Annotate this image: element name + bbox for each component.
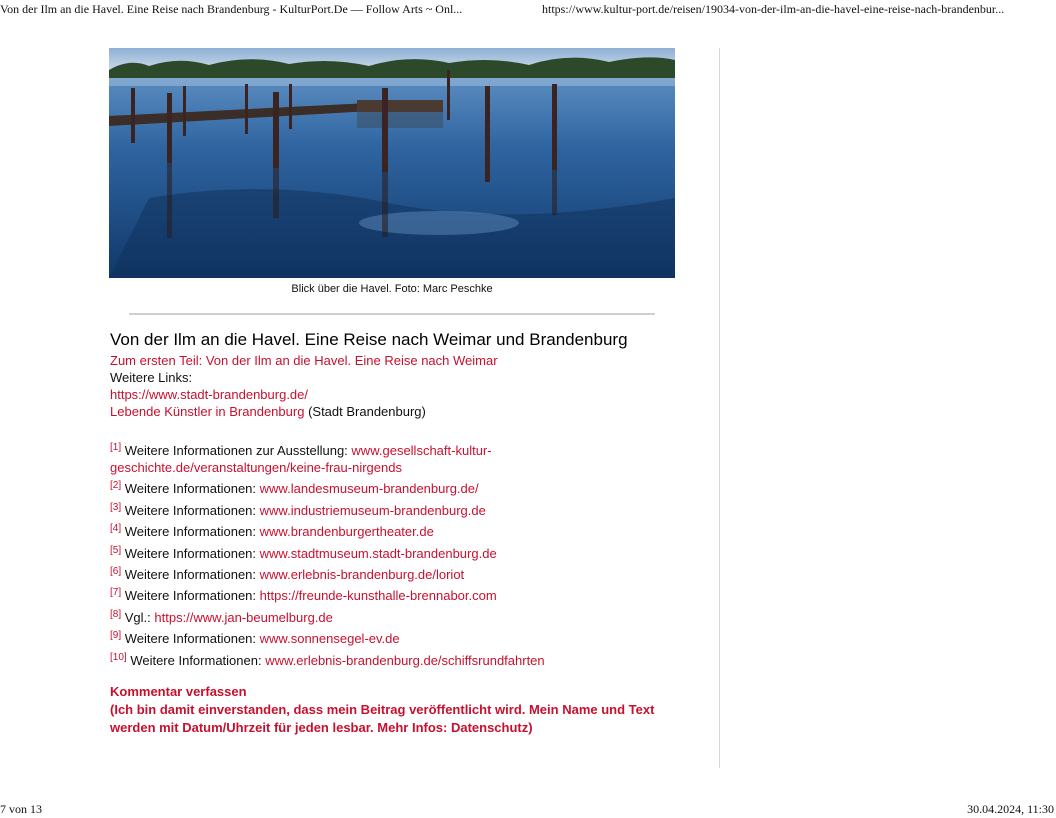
column-divider (719, 48, 720, 768)
artists-link-suffix: (Stadt Brandenburg) (308, 404, 426, 419)
article-links-section (110, 330, 680, 737)
more-links-label: Weitere Links: (110, 370, 193, 385)
footnote-link[interactable]: www.landesmuseum-brandenburg.de/ (259, 481, 479, 497)
print-header (0, 2, 1056, 18)
artists-line (110, 403, 680, 420)
write-comment-link[interactable]: Kommentar verfassen (110, 683, 247, 699)
page-number: 7 von 13 (0, 802, 42, 816)
city-link[interactable]: https://www.stadt-brandenburg.de/ (110, 387, 309, 402)
footnote-text: Weitere Informationen zur Ausstellung: (124, 443, 348, 458)
footnote-text: Weitere Informationen: (124, 524, 257, 540)
footnote-text: Vgl.: (124, 609, 151, 625)
footnote-link[interactable]: www.stadtmuseum.stadt-brandenburg.de (259, 545, 497, 561)
footnote-text: Weitere Informationen: (124, 588, 257, 604)
footnote-item (110, 587, 680, 604)
footnote-number[interactable]: [6] (110, 565, 122, 577)
footnote-number[interactable]: [3] (110, 501, 122, 513)
footnote-item (110, 523, 680, 540)
footnote-item (110, 566, 680, 583)
print-timestamp: 30.04.2024, 11:30 (967, 802, 1054, 816)
footnote-link[interactable]: www.brandenburgertheater.de (259, 524, 434, 540)
print-header-title: Von der Ilm an die Havel. Eine Reise nach Brandenburg - KulturPort.De — Follow Arts ~ Onl... (0, 2, 463, 16)
print-header-url: https://www.kultur-port.de/reisen/19034-von-der-ilm-an-die-havel-eine-reise-nach-brandenbur... (542, 2, 1005, 16)
artists-link[interactable]: Lebende Künstler in Brandenburg (110, 404, 305, 419)
footnote-number[interactable]: [8] (110, 608, 122, 620)
footnote-text: Weitere Informationen: (130, 652, 262, 668)
footnote-text: Weitere Informationen: (124, 481, 257, 497)
footnote-link[interactable]: www.sonnensegel-ev.de (259, 631, 400, 647)
comment-section (110, 683, 680, 737)
footnote-item (110, 652, 680, 669)
separator (129, 313, 655, 315)
footnote-link[interactable]: www.industriemuseum-brandenburg.de (259, 502, 486, 518)
footnote-text: Weitere Informationen: (124, 631, 257, 647)
footnote-link[interactable]: www.gesellschaft-kultur-geschichte.de/veranstaltungen/keine-frau-nirgends (110, 443, 492, 475)
footnote-number[interactable]: [1] (110, 442, 122, 453)
first-part-link[interactable]: Zum ersten Teil: Von der Ilm an die Havel. Eine Reise nach Weimar (110, 353, 498, 368)
footnote-number[interactable]: [7] (110, 587, 122, 599)
footnote-item (110, 609, 680, 626)
footnote-item (110, 502, 680, 519)
footnote-text: Weitere Informationen: (124, 502, 257, 518)
article-title: Von der Ilm an die Havel. Eine Reise nach Weimar und Brandenburg (110, 330, 628, 349)
footnote-number[interactable]: [10] (110, 651, 127, 663)
footnote-number[interactable]: [4] (110, 523, 122, 535)
footnote-text: Weitere Informationen: (124, 566, 257, 582)
footnote-number[interactable]: [5] (110, 544, 122, 556)
footnote-list (110, 442, 680, 669)
footnote-link[interactable]: https://freunde-kunsthalle-brennabor.com (259, 588, 497, 604)
footnote-text: Weitere Informationen: (124, 545, 257, 561)
footnote-item (110, 480, 680, 497)
footnote-item (110, 442, 680, 476)
footnote-item (110, 545, 680, 562)
photo-caption: Blick über die Havel. Foto: Marc Peschke (291, 283, 493, 295)
footnote-link[interactable]: https://www.jan-beumelburg.de (154, 609, 333, 625)
footnote-item (110, 630, 680, 647)
footnote-link[interactable]: www.erlebnis-brandenburg.de/loriot (259, 566, 465, 582)
footnote-number[interactable]: [2] (110, 480, 122, 492)
havel-lake-photo (109, 48, 675, 278)
footnote-link[interactable]: www.erlebnis-brandenburg.de/schiffsrundfahrten (265, 652, 545, 668)
comment-consent-note: (Ich bin damit einverstanden, dass mein Beitrag veröffentlicht wird. Mein Name und Text werden mit Datum/Uhrzeit für jeden lesbar. Mehr Infos: Datenschutz) (110, 701, 655, 735)
footnote-number[interactable]: [9] (110, 630, 122, 642)
